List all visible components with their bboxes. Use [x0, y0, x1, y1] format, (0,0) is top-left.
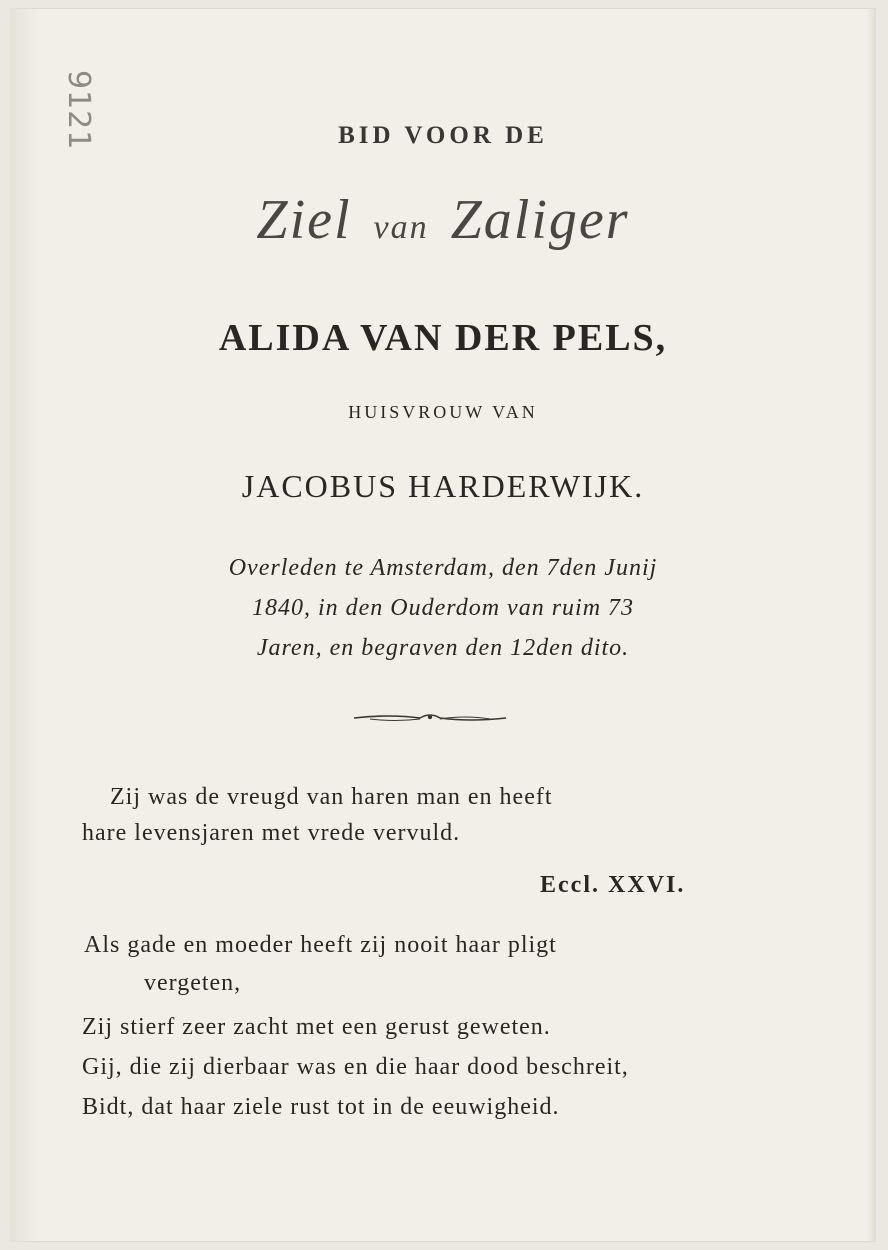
husband-name: JACOBUS HARDERWIJK. [241, 468, 645, 504]
van-word: van [373, 209, 429, 246]
wife-of-label: HUISVROUW VAN [348, 402, 538, 422]
memorial-card [10, 8, 876, 1242]
blessed-word: Zaliger [450, 189, 630, 251]
pray-for-heading: BID VOOR DE [338, 122, 548, 149]
inventory-number: 9121 [61, 70, 96, 151]
quote-line: hare levensjaren met vrede vervuld. [82, 820, 461, 846]
death-line: Jaren, en begraven den 12den dito. [256, 635, 630, 661]
quote-reference: Eccl. XXVI. [540, 872, 686, 898]
death-line: 1840, in den Ouderdom van ruim 73 [251, 595, 635, 621]
death-details [105, 548, 781, 668]
poem-line: Gij, die zij dierbaar was en die haar dood beschreit, [82, 1054, 629, 1080]
soul-of-blessed-heading [10, 188, 876, 252]
poem-line: Zij stierf zeer zacht met een gerust geweten. [82, 1014, 551, 1040]
poem-line: Bidt, dat haar ziele rust tot in de eeuwigheid. [82, 1094, 560, 1120]
death-line: Overleden te Amsterdam, den 7den Junij [228, 555, 658, 581]
poem-line: vergeten, [144, 970, 242, 996]
soul-word: Ziel [256, 189, 352, 251]
poem-line: Als gade en moeder heeft zij nooit haar pligt [84, 932, 557, 958]
deceased-name: ALIDA VAN DER PELS, [218, 317, 668, 359]
ornament-divider-icon [350, 708, 510, 728]
quote-line: Zij was de vreugd van haren man en heeft [110, 784, 553, 810]
